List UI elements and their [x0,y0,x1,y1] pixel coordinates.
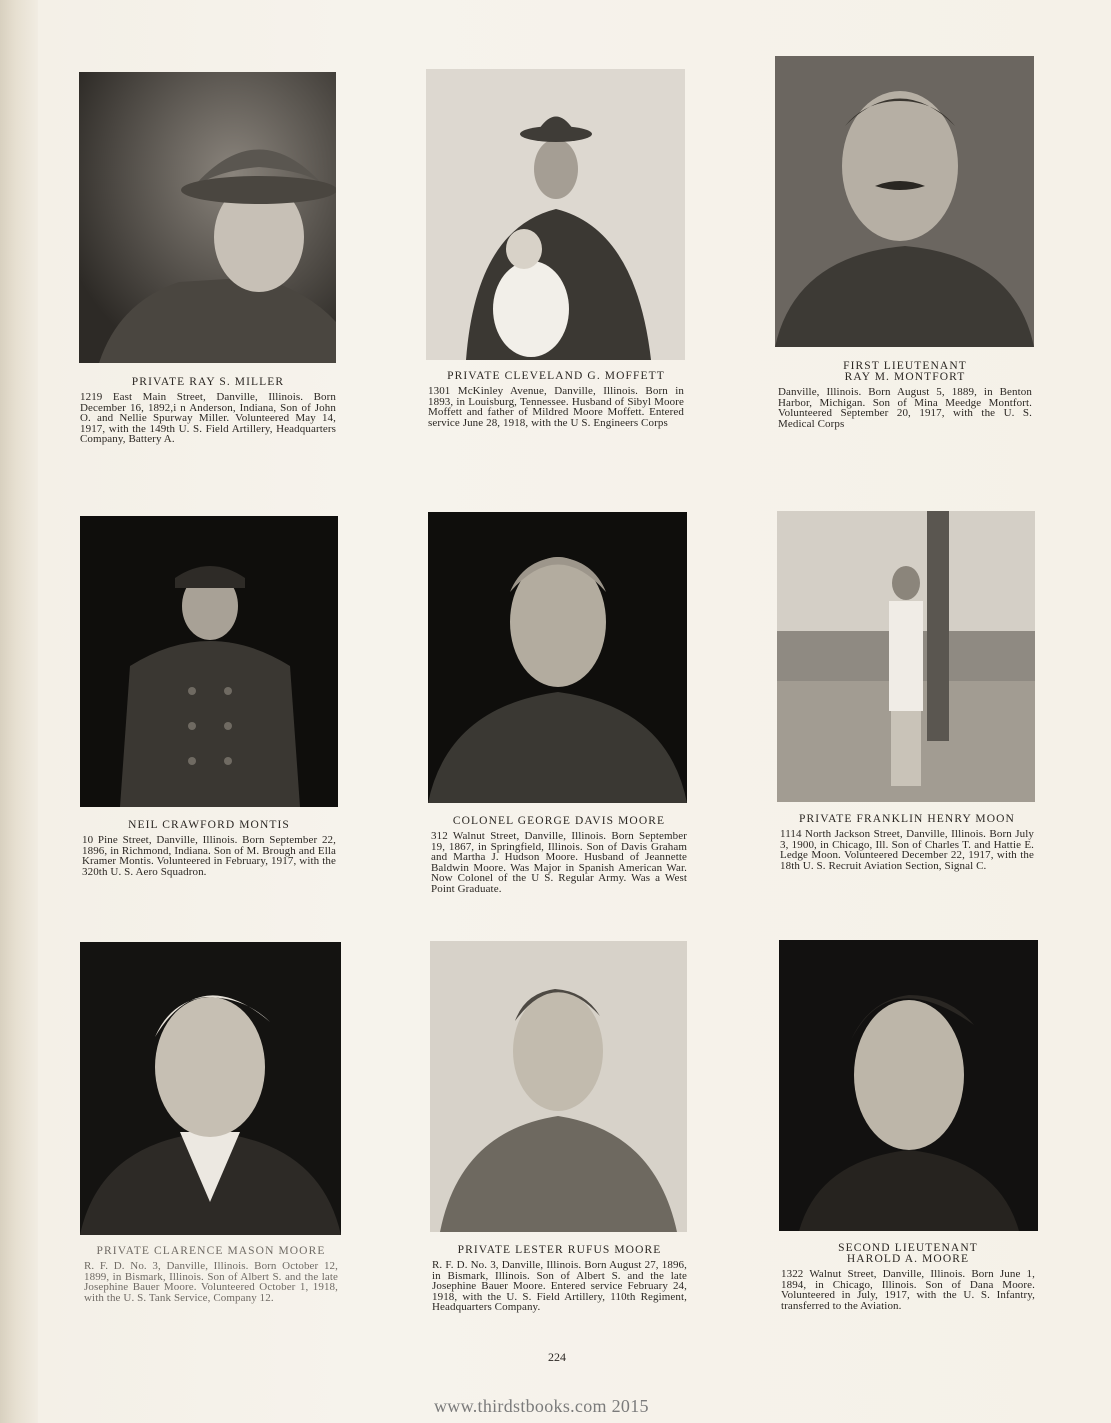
portrait-photo-george-moore [428,512,687,803]
caption-text: 312 Walnut Street, Danville, Illinois. Born September 19, 1867, in Springfield, Illinois. Son of Davis Graham and Martha J. Hudson Moore. Husband of Jeannette Baldwin Moore. Was Major in Spanish American War. Now Colonel of the U S. Regular Army. Was a West Point Graduate. [431,830,687,895]
caption-title: PRIVATE CLARENCE MASON MOORE [96,1245,326,1257]
caption-text: R. F. D. No. 3, Danville, Illinois. Born August 27, 1896, in Bismark, Illinois. Son of Albert S. and the late Josephine Bauer Moore. Entered service February 24, 1918, with the U. S. Field Artillery, 110th Regiment, Headquarters Company. [432,1259,687,1314]
portrait-photo-lester-moore [430,941,687,1232]
portrait-photo-moffett [426,69,685,360]
caption-text: 1219 East Main Street, Danville, Illinois. Born December 16, 1892,i n Anderson, Indiana, Son of John O. and Nellie Spurway Miller. Volunteered May 14, 1917, with the 149th U. S. Field Artillery, Headquarters Company, Battery A. [80,391,336,446]
portrait-photo-montis [80,516,338,807]
caption-title: PRIVATE RAY S. MILLER [131,376,285,388]
caption-text: 1322 Walnut Street, Danville, Illinois. Born June 1, 1894, in Chicago, Illinois. Son of Dana Moore. Volunteered in July, 1917, with the U. S. Infantry, transferred to the Aviation. [781,1268,1035,1312]
caption-text: Danville, Illinois. Born August 5, 1889, in Benton Harbor, Michigan. Son of Mina Meedge Montfort. Volunteered September 20, 1917, with the U. S. Medical Corps [778,386,1032,430]
book-spine-edge [0,0,39,1423]
caption-title: FIRST LIEUTENANT [843,360,967,372]
caption-name: RAY M. MONTFORT [844,371,966,383]
watermark-text: www.thirdstbooks.com 2015 [434,1396,649,1416]
portrait-photo-harold-moore [779,940,1038,1231]
page-number: 224 [548,1350,566,1364]
caption-lester-moore [432,1245,687,1313]
caption-title: PRIVATE CLEVELAND G. MOFFETT [447,370,665,382]
portrait-photo-moon [777,511,1035,802]
caption-montfort [778,361,1032,429]
caption-text: 10 Pine Street, Danville, Illinois. Born September 22, 1896, in Richmond, Indiana. Son of M. Brough and Ella Kramer Montis. Volunteered in February, 1917, with the 320th U. S. Aero Squadron. [82,834,336,878]
portrait-photo-clarence-moore [80,942,341,1235]
caption-moon [780,814,1034,871]
caption-title: NEIL CRAWFORD MONTIS [128,819,290,831]
caption-moffett [428,371,684,428]
caption-text: R. F. D. No. 3, Danville, Illinois. Born October 12, 1899, in Bismark, Illinois. Son of Albert S. and the late Josephine Bauer Moore. Volunteered October 1, 1918, with the U. S. Tank Service, Company 12. [84,1260,338,1304]
caption-montis [82,820,336,877]
caption-miller [80,377,336,445]
portrait-photo-miller [79,72,336,363]
caption-title: PRIVATE FRANKLIN HENRY MOON [799,813,1015,825]
caption-harold-moore [781,1243,1035,1311]
caption-george-moore [431,816,687,895]
caption-title: COLONEL GEORGE DAVIS MOORE [452,815,666,827]
caption-title: SECOND LIEUTENANT [838,1242,978,1254]
caption-name: HAROLD A. MOORE [846,1253,970,1265]
caption-text: 1301 McKinley Avenue, Danville, Illinois. Born in 1893, in Louisburg, Tennessee. Husband of Sibyl Moore Moffett and father of Mildred Moore Moffett. Entered service June 28, 1918, with the U S. Engineers Corps [428,385,684,429]
portrait-photo-montfort [775,56,1034,347]
caption-title: PRIVATE LESTER RUFUS MOORE [457,1244,662,1256]
caption-clarence-moore [84,1246,338,1303]
caption-text: 1114 North Jackson Street, Danville, Illinois. Born July 3, 1900, in Chicago, Ill. Son of Charles T. and Hattie E. Ledge Moon. Volunteered December 22, 1917, with the 18th U. S. Recruit Aviation Section, Signal C. [780,828,1034,872]
